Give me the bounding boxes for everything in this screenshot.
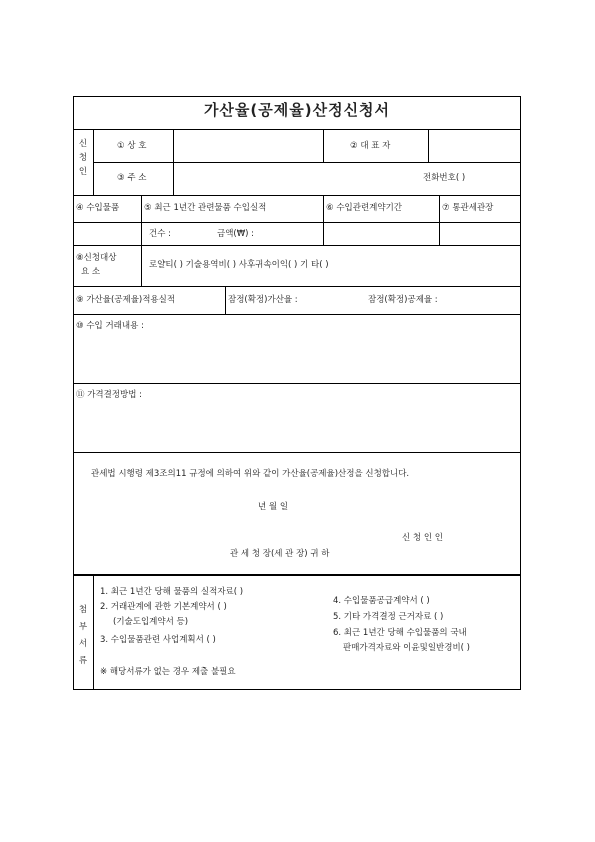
divider <box>73 314 521 315</box>
contract-period-label: ⑥ 수입관련계약기간 <box>326 203 403 213</box>
address-label: ③ 주 소 <box>117 173 147 183</box>
divider <box>141 245 142 286</box>
application-form <box>73 96 521 690</box>
imported-goods-field[interactable] <box>74 223 140 244</box>
attachment-item: (기술도입계약서 등) <box>113 617 189 627</box>
phone-label: 전화번호( ) <box>423 173 466 183</box>
divider <box>73 286 521 287</box>
contract-period-field[interactable] <box>324 223 438 244</box>
divider <box>93 129 94 195</box>
imported-goods-label: ④ 수입물품 <box>76 203 120 213</box>
customs-office-field[interactable] <box>440 223 520 244</box>
business-name-label: ① 상 호 <box>117 141 147 151</box>
form-title: 가산율(공제율)산정신청서 <box>203 101 391 119</box>
pricing-label: ⑪ 가격결정방법 : <box>76 390 143 400</box>
transactions-field[interactable] <box>76 336 518 380</box>
addressee: 관 세 청 장(세 관 장) 귀 하 <box>230 549 330 559</box>
divider <box>323 129 324 162</box>
target-element-options: 로얄티( ) 기술용역비( ) 사후귀속이익( ) 기 타( ) <box>149 260 329 270</box>
count-label: 건수 : <box>149 229 171 239</box>
attachment-item: 판매가격자료와 이윤및일반경비( ) <box>343 643 470 653</box>
divider <box>73 452 521 453</box>
applied-record-label: ⑨ 가산율(공제율)적용실적 <box>76 295 176 305</box>
declaration-statement: 관세법 시행령 제3조의11 규정에 의하여 위와 같이 가산율(공제율)산정을 신청합니다. <box>91 469 410 479</box>
attachment-item: 4. 수입물품공급계약서 ( ) <box>333 596 430 606</box>
representative-field[interactable] <box>429 130 520 161</box>
attachments-note: ※ 해당서류가 없는 경우 제출 불필요 <box>100 667 236 677</box>
target-element-label-2: 요 소 <box>81 267 101 277</box>
divider <box>141 195 142 245</box>
attachment-item: 5. 기타 가격결정 근거자료 ( ) <box>333 612 444 622</box>
recent-record-label: ⑤ 최근 1년간 관련물품 수입실적 <box>144 203 267 213</box>
address-field[interactable] <box>173 163 413 194</box>
applicant-side-label: 신 청 인 <box>78 139 88 177</box>
provisional-deduction-label: 잠정(확정)공제율 : <box>368 295 438 305</box>
business-name-field[interactable] <box>173 130 322 161</box>
divider <box>225 286 226 314</box>
customs-office-label: ⑦ 통관세관장 <box>442 203 494 213</box>
divider <box>73 383 521 384</box>
divider <box>73 574 521 576</box>
attachment-item: 1. 최근 1년간 당해 물품의 실적자료( ) <box>100 587 244 597</box>
transactions-label: ⑩ 수입 거래내용 : <box>76 321 144 331</box>
applicant-signature: 신 청 인 인 <box>402 533 443 543</box>
amount-label: 금액(₩) : <box>217 229 255 239</box>
target-element-label: ⑧신청대상 <box>76 253 117 263</box>
pricing-field[interactable] <box>76 405 518 449</box>
attachment-item: 6. 최근 1년간 당해 수입물품의 국내 <box>333 628 467 638</box>
attachment-item: 2. 거래관계에 관한 기본계약서 ( ) <box>100 602 227 612</box>
attachments-side-label: 첨 부 서 류 <box>78 605 88 666</box>
declaration-date: 년 월 일 <box>258 502 289 512</box>
provisional-addition-label: 잠정(확정)가산율 : <box>228 295 298 305</box>
representative-label: ② 대 표 자 <box>350 141 391 151</box>
divider <box>93 574 94 690</box>
attachment-item: 3. 수입물품관련 사업계획서 ( ) <box>100 635 216 645</box>
